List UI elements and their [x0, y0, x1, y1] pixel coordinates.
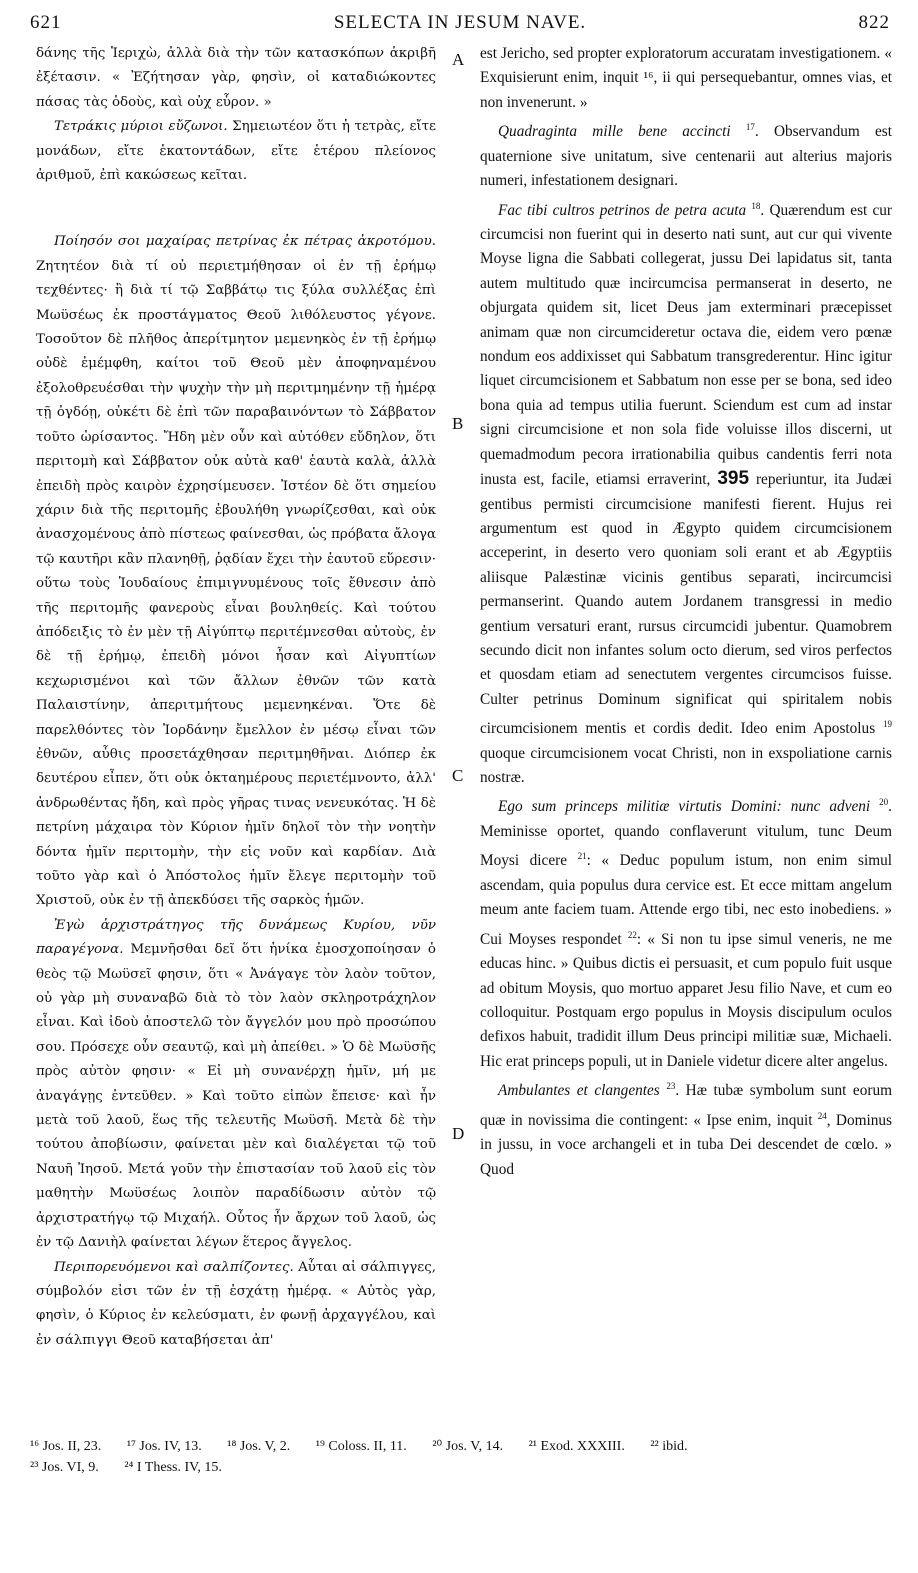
latin-text: . Meminisse oportet, quando conflaverunt vitulum, tunc Deum Moysi dicere: [480, 798, 892, 870]
footnote-row: [30, 1457, 892, 1478]
running-title: SELECTA IN JESUM NAVE.: [333, 12, 587, 33]
footnote-ref: 20: [879, 797, 889, 808]
footnote: ¹⁸ Jos. V, 2.: [227, 1439, 291, 1454]
greek-paragraph-2: [36, 115, 436, 188]
latin-text: . Observandum est quaternione sive unitatum, sive centenarii aut alterius majoris numeri, infestationem designari.: [480, 123, 893, 190]
greek-text: Ζητητέον διὰ τί οὐ περιετμήθησαν οἱ ἐν τῇ ἐρήμῳ τεχθέντες· ἢ διὰ τί τῷ Σαββάτῳ τις ξύλα συλλέξας ἐπὶ Μωϋσέως ἐκ προστάγματος Θεοῦ λιθόλευστος γέγονε. Τοσοῦτον δὲ πλῆθος ἀπερίτμητον μεμενηκὸς ἐν τῇ ἐρήμῳ οὐδὲ ἐμέμφθη, καίτοι τοῦ Θεοῦ μὲν ἀποφηναμένου ἐξολοθρευέσθαι τὴν ψυχὴν τὴν μὴ περιτμημένην τῇ ἡμέρᾳ τῇ ὀγδόῃ, οὐκέτι δὲ ἐπὶ τῶν παραβαινόντων τὸ Σάββατον τοῦτο ὡρίσαντος. Ἤδη μὲν οὖν καὶ αὐτόθεν εὔδηλον, ὅτι περιτομὴ καὶ Σάββατον οὐκ αὐτὰ καθ' ἑαυτὰ καλὰ, ἀλλὰ ἐπειδὴ πρὸς καιρὸν ἐχρησίμευσεν. Ἰστέον δὲ ὅτι σημείου χάριν διὰ τῆς περιτομῆς ἐβουλήθη γνωρίζεσθαι, καὶ οὐκ ἀνασχομένους ἀπὸ πίστεως φαίνεσθαι, ὡς πρόβατα ἄλογα τῷ καυτῆρι κἂν πλανηθῇ, ῥᾳδίαν ἔχει τὴν ἑαυτοῦ εὕρεσιν· οὕτω τοὺς Ἰουδαίους ἐπιμιγνυμένους τοῖς ἔθνεσιν ἀπὸ τῆς περιτομῆς φανεροὺς εἶναι βουληθείς. Καὶ τούτου ἀπόδειξις τὸ ἐν μὲν τῇ Αἰγύπτῳ περιτέμνεσθαι αὐτοὺς, ἐν δὲ τῇ ἐρήμῳ, ἐπειδὴ μόνοι ἦσαν καὶ Αἰγυπτίων κεχωρισμένοι καὶ τῶν ἄλλων ἐθνῶν τῶν κατὰ Παλαιστίνην, ἀπεριτμήτους μεμενηκέναι. Ὅτε δὲ παρελθόντες τὸν Ἰορδάνην ἔμελλον ἐν μέσῳ εἶναι τῶν ἐθνῶν, αὖθις προσετάχθησαν περιτμηθῆναι. Διόπερ ἐκ δευτέρου εἶπεν, ὅτι οὐκ ὀκταημέρους περιετέμνοντο, ἀλλ' ἀνδρωθέντας ἤδη, καὶ πρὸς γῆρας τινας νενευκότας. Ἡ δὲ πετρίνη μάχαιρα τὸν Κύριον ἡμῖν δηλοῖ τὸν τὴν νοητὴν δόντα ἡμῖν περιτομὴν, τὴν εἰς νοῦν καὶ καρδίαν. Διὰ τοῦτο γὰρ καὶ ὁ Ἀπόστολος ἡμῖν ἔλεγε περιτομὴν τοῦ Χριστοῦ, οὐκ ἐν τῇ ἀπεκδύσει τῆς σαρκὸς ἡμῶν.: [36, 258, 436, 909]
footnote-ref: 21: [577, 851, 587, 862]
greek-lemma: Ἐγὼ ἀρχιστράτηγος τῆς δυνάμεως Κυρίου, νῦν παραγέγονα.: [36, 917, 436, 958]
column-number: 395: [717, 468, 750, 490]
margin-letter-b: B: [452, 414, 464, 433]
greek-lemma: Τετράκις μύριοι εὔζωνοι.: [54, 119, 228, 135]
greek-text: Μεμνῆσθαι δεῖ ὅτι ἡνίκα ἐμοσχοποίησαν ὁ θεὸς τῷ Μωϋσεῖ φησιν, ὅτι « Ἀνάγαγε τὸν λαὸν τοῦτον, οὐ γὰρ μὴ συναναβῶ διὰ τὸ τὸν λαὸν σκληροτράχηλον εἶναι. Καὶ ἰδοὺ ἀποστελῶ τὸν ἄγγελόν μου πρὸ προσώπου σου. Πρόσεχε οὖν σεαυτῷ, καὶ μὴ ἀπείθει. » Ὁ δὲ Μωϋσῆς πρὸς αὐτὸν φησιν· « Εἰ μὴ συνανέρχῃ ἡμῖν, μή με ἀναγάγῃς ἐντεῦθεν. » Καὶ τοῦτο εἰπὼν ἔπεισε· καὶ ἦν μετὰ τοῦ λαοῦ, ἕως τῆς τελευτῆς Μωϋσῆ. Μετὰ δὲ τὴν τούτου ἀποβίωσιν, φαίνεται μὲν καὶ διαλέγεται τῷ τοῦ Ναυῆ Ἰησοῦ. Μετά γοῦν τὴν ἐπιστασίαν τοῦ λαοῦ εἰς τὸν μαθητὴν Μωϋσέως λοιπὸν παραδίδωσιν αὐτὸν τῷ ἀρχιστρατήγῳ τῷ Μιχαήλ. Οὗτος ἦν ἄρχων τοῦ λαοῦ, ὡς ἐν τῷ Δανιὴλ φαίνεται λέγων ἕτερος ἄγγελος.: [36, 942, 436, 1251]
latin-paragraph-5: [480, 1074, 892, 1182]
footnote: ²² ibid.: [650, 1439, 688, 1454]
latin-paragraph-2: [480, 115, 892, 193]
footnote: ²³ Jos. VI, 9.: [30, 1460, 99, 1475]
latin-text: quoque circumcisionem vocat Christi, non in exspoliatione carnis nostræ.: [480, 744, 892, 787]
latin-paragraph-3: [480, 194, 892, 791]
latin-text: . Hæ tubæ symbolum sunt eorum quæ in novissima die contingent: « Ipse enim, inquit: [480, 1082, 892, 1129]
latin-lemma: Fac tibi cultros petrinos de petra acuta: [498, 201, 747, 219]
footnote-row: [30, 1436, 892, 1457]
footnote: ¹⁷ Jos. IV, 13.: [126, 1439, 202, 1454]
margin-letter-d: D: [452, 1124, 465, 1143]
latin-column: [480, 42, 892, 1182]
page-number-right: 822: [858, 12, 890, 33]
greek-lemma: Ποίησόν σοι μαχαίρας πετρίνας ἐκ πέτρας ἀκροτόμου.: [54, 234, 436, 250]
footnotes: [30, 1436, 892, 1478]
latin-text: . Quærendum est cur circumcisi non fuerint qui in deserto nati sunt, aut cur qui vivente Moyse ligna die Sabbati collegerat, jussu Dei lapidatus sit, tanta autem multitudo quæ incircumcisa permanserat in deserto, ne objurgata quidem sit, licet Deus jam exterminari præcepisset animam quæ non circumcideretur octava die, eidem vero pœnæ nondum eos addixisset qui Sabbatum transgrederentur. Hinc igitur liquet circumcisionem et Sabbatum non esse per se bona, sed ideo bona quia ad tempus utilia fuerunt. Sciendum est cum ad instar signi circumcisione et non sola fide voluisse illos discerni, ut quemadmodum pecora irrationabilia quibus candentis ferri nota inusta est, facile, etiamsi erraverint,: [480, 201, 893, 489]
footnote-ref: 19: [883, 719, 892, 730]
paragraph-gap: [36, 188, 436, 230]
greek-text: Αὗται αἱ σάλπιγγες, σύμβολόν εἰσι τῶν ἐν τῇ ἐσχάτῃ ἡμέρᾳ. « Αὐτὸς γὰρ, φησὶν, ὁ Κύριος ἐν κελεύσματι, ἐν φωνῇ ἀρχαγγέλου, καὶ ἐν σάλπιγγι Θεοῦ καταβήσεται ἀπ': [36, 1259, 436, 1348]
latin-paragraph-4: [480, 790, 892, 1074]
margin-letter-c: C: [452, 766, 464, 785]
latin-text: : « Si non tu ipse simul veneris, ne me educas hinc. » Quibus dictis ei persuasit, et cum populo fuit usque ad obitum Moysis, quo mortuo apparet Jesu filio Nave, et cum eo colloquitur. Postquam ergo populus in Moysis discipulum oculos defixos habuit, tradidit illum Deus principi militiæ suæ, Michaeli. Hic erat princeps populi, ut in Daniele videtur dicere alter angelus.: [480, 930, 892, 1070]
latin-lemma: Quadraginta mille bene accincti: [498, 123, 731, 141]
latin-lemma: Ambulantes et clangentes: [498, 1082, 660, 1100]
latin-text: : « Deduc populum istum, non enim simul ascendam, quia populus dura cervice est. Et ecce mittam angelum meum ante faciem tuam. Attende ergo tibi, nec esto inobediens. » Cui Moyses respondet: [480, 852, 892, 948]
margin-letter-a: A: [452, 50, 465, 69]
greek-paragraph-4: [36, 914, 436, 1256]
greek-text: Σημειωτέον ὅτι ἡ τετρὰς, εἴτε μονάδων, εἴτε ἑκατοντάδων, εἴτε ἑτέρου πλείονος ἀριθμοῦ, ἐπὶ κακώσεως κεῖται.: [36, 119, 436, 184]
footnote: ¹⁹ Coloss. II, 11.: [315, 1439, 407, 1454]
page-number-left: 621: [30, 12, 62, 33]
footnote-ref: 23: [666, 1081, 676, 1092]
latin-lemma: Ego sum princeps militiæ virtutis Domini: nunc adveni: [498, 798, 871, 816]
footnote: ²⁴ I Thess. IV, 15.: [124, 1460, 222, 1475]
footnote-ref: 17: [745, 122, 755, 133]
footnote-ref: 22: [627, 929, 637, 940]
footnote-ref: 18: [751, 200, 761, 211]
greek-paragraph-1: δάνης τῆς Ἱεριχὼ, ἀλλὰ διὰ τὴν τῶν κατασκόπων ἀκριβῆ ἐξέτασιν. « Ἐζήτησαν γὰρ, φησὶν, οἱ καταδιώκοντες πάσας τὰς ὁδοὺς, καὶ οὐχ εὗρον. »: [36, 46, 436, 110]
latin-paragraph-1: est Jericho, sed propter exploratorum accuratam investigationem. « Exquisierunt enim, inquit ¹⁶, ii qui persequebantur, omnes vias, et non invenerunt. »: [480, 45, 892, 111]
footnote: ²¹ Exod. XXXIII.: [528, 1439, 625, 1454]
latin-text: , Dominus in jussu, in voce archangeli et in tuba Dei descendet de cœlo. » Quod: [480, 1111, 893, 1178]
running-header: [30, 12, 890, 44]
greek-paragraph-5: [36, 1256, 436, 1354]
footnote: ¹⁶ Jos. II, 23.: [30, 1439, 102, 1454]
greek-paragraph-3: [36, 230, 436, 913]
footnote: ²⁰ Jos. V, 14.: [432, 1439, 504, 1454]
latin-text: reperiuntur, ita Judæi gentibus permisti circumcisione manifesti fierent. Hujus rei argumentum est quod in Ægypto quidem circumcisionem acceperint, in deserto vero quoniam soli erant et ab Ægyptiis aliisque Palæstinæ vicinis gentibus separati, incircumcisi permanserint. Quando autem Jordanem transgressi in medio gentium versaturi erant, rursus circumcidi jubentur. Quamobrem secundo dicit non infantes solum octo dierum, sed viros perfectos et quosdam etiam ad senectutem vergentes circumcisos fuisse. Culter petrinus Dominum significat qui spiritalem nobis circumcisionem mentis et cordis dedit. Ideo enim Apostolus: [480, 471, 892, 738]
greek-lemma: Περιπορευόμενοι καὶ σαλπίζοντες.: [54, 1259, 294, 1275]
footnote-ref: 24: [817, 1110, 827, 1121]
greek-column: [36, 42, 436, 1353]
